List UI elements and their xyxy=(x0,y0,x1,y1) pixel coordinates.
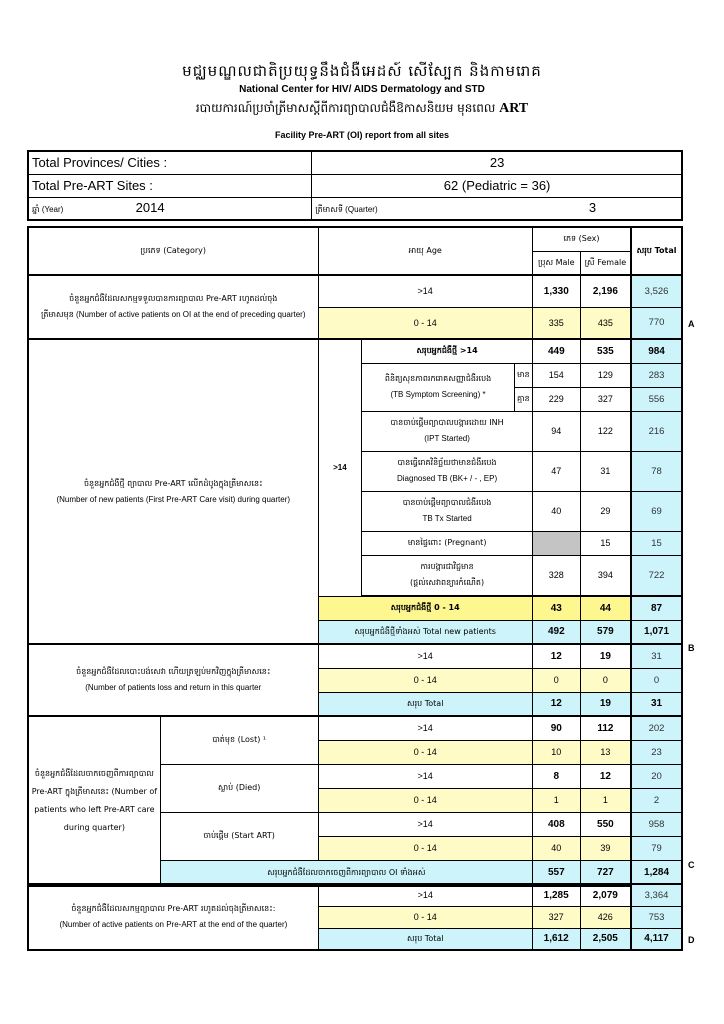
diagnosed-tb-label: បានធ្វើរោគវិនិច្ឆ័យថាមានជំងឺរបេង Diagnosed TB (BK+ / - , EP) xyxy=(362,451,533,491)
provinces-label: Total Provinces/ Cities : xyxy=(28,151,312,174)
section-a-label: ចំនួនអ្នកជំងឺដែលសកម្មទទួលបានការព្យាបាល Pre-ART រហូតដល់ចុង ត្រីមាសមុន (Number of active patients on OI at the end of preceding quarter) xyxy=(28,275,318,339)
sex-header: ភេទ (Sex) xyxy=(532,227,631,251)
total-header: សរុប Total xyxy=(631,227,682,275)
age-group-adult: >14 xyxy=(318,339,362,596)
khmer-subtitle: របាយការណ៍ប្រចាំត្រីមាសស្ដីពីការព្យាបាលជំងឺឱកាសនិយម មុនពេល ART xyxy=(195,101,529,116)
english-title: National Center for HIV/ AIDS Dermatology and STD xyxy=(239,84,485,95)
died-label: ស្លាប់ (Died) xyxy=(160,764,318,812)
quarter-cell xyxy=(312,197,682,220)
loss-return-label: ចំនួនអ្នកជំងឺដែលបោះបង់សេវា ហើយត្រឡប់មកវិញក្នុងត្រីមាសនេះ (Number of patients loss and return in this quarter xyxy=(28,644,318,716)
sites-value: 62 (Pediatric = 36) xyxy=(312,174,682,197)
khmer-title: មជ្ឈមណ្ឌលជាតិប្រយុទ្ធនឹងជំងឺអេដស៍ សើស្បែក និងកាមរោគ xyxy=(182,62,542,80)
section-c-label: ចំនួនអ្នកជំងឺដែលចាកចេញពីការព្យាបាល Pre-ART ក្នុងត្រីមាសនេះ (Number of patients who left Pre-ART care during quarter) xyxy=(28,716,160,886)
lost-label: បាត់មុខ (Lost) ¹ xyxy=(160,716,318,764)
provinces-value: 23 xyxy=(312,151,682,174)
section-b-label: ចំនួនអ្នកជំងឺថ្មី ព្យាបាល Pre-ART លើកដំបូងក្នុងត្រីមាសនេះ (Number of new patients (First Pre-ART Care visit) during quarter) xyxy=(28,339,318,644)
section-d-table: ចំនួនអ្នកជំងឺដែលសកម្មព្យាបាល Pre-ART រហូតដល់ចុងត្រីមាសនេះ: (Number of active patients on Pre-ART at the end of the quarter) >14 1,285 2,079 3,364 0 - 14 327 426 753 សរុប Total 1,612 2,505 4,117 xyxy=(27,883,683,951)
section-d-label: ចំនួនអ្នកជំងឺដែលសកម្មព្យាបាល Pre-ART រហូតដល់ចុងត្រីមាសនេះ: (Number of active patients on Pre-ART at the end of the quarter) xyxy=(28,884,318,950)
ipt-label: បានចាប់ផ្ដើមព្យាបាលបង្ការដោយ INH (IPT Started) xyxy=(362,411,533,451)
summary-table xyxy=(27,150,683,221)
category-header: ប្រភេទ (Category) xyxy=(28,227,318,275)
tb-tx-label: បានចាប់ផ្ដើមព្យាបាលជំងឺរបេង TB Tx Started xyxy=(362,491,533,531)
marker-b: B xyxy=(688,643,695,653)
marker-a: A xyxy=(688,319,695,329)
male-header: ប្រុស Male xyxy=(532,251,580,275)
marker-d: D xyxy=(688,935,695,945)
report-title: Facility Pre-ART (OI) report from all sites xyxy=(274,130,450,140)
family-planning-label: ការបង្ការជាវិជ្ជមាន (ផ្ដល់សេវាពន្យារកំណើត) xyxy=(362,555,533,595)
quarter-label: ត្រីមាសទី (Quarter) xyxy=(315,205,378,215)
pregnant-label: មានផ្ទៃពោះ (Pregnant) xyxy=(362,531,533,555)
marker-c: C xyxy=(688,860,695,870)
report-table: ប្រភេទ (Category) អាយុ Age ភេទ (Sex) សរុប Total ប្រុស Male ស្រី Female ចំនួនអ្នកជំងឺដែលសកម្មទទួលបានការព្យាបាល Pre-ART រហូតដល់ចុង ត្រីមាសមុន (Number of active patients on OI at the end of preceding quarter) >14 1,330 2,196 3,526 0 - 14 335 435 770 ចំនួនអ្នកជំងឺថ្មី ព្យាបាល Pre-ART លើកដំបូងក្នុងត្រីមាសនេះ (Number of new patients (First Pre-ART Care visit) during quarter) >14 សរុបអ្នកជំងឺថ្មី >14 449 535 984 ពិនិត្យសុខភាពរករោគសញ្ញាជំងឺរបេង (TB Symptom Screening) * មាន 154 129 283 គ្មាន 229 327 556 បានចាប់ផ្ដើមព្យាបាលបង្ការដោយ INH (IPT Started) 94 122 216 បានធ្វើរោគវិនិច្ឆ័យថាមានជំងឺរបេង Diagnosed TB (BK+ / - , EP) 47 31 78 បានចាប់ផ្ដើមព្យាបាលជំងឺរបេង TB Tx Started 40 29 69 មានផ្ទៃពោះ (Pregnant) 15 15 ការបង្ការជាវិជ្ជមាន (ផ្ដល់សេវាពន្យារកំណើត) 328 394 722 សរុបអ្នកជំងឺថ្មី 0 - 14 43 44 87 សរុបអ្នកជំងឺថ្មីទាំងអស់ Total new patients 492 579 1,071 ចំនួនអ្នកជំងឺដែលបោះបង់សេវា ហើយត្រឡប់មកវិញក្នុងត្រីមាសនេះ (Number of patients loss and return in this quarter >14 12 19 31 0 - 14 0 0 0 សរុប Total 12 19 31 ចំនួនអ្នកជំងឺដែលចាកចេញពីការព្យាបាល Pre-ART ក្នុងត្រីមាសនេះ (Number of patients who left Pre-ART care during quarter) បាត់មុខ (Lost) ¹ >14 90 112 202 0 - 14 10 13 23 ស្លាប់ (Died) >14 8 12 20 0 - 14 1 1 2 ចាប់ផ្ដើម (Start ART) >14 408 550 958 0 - 14 40 39 79 សរុបអ្នកជំងឺដែលចាកចេញពីការព្យាបាល OI ទាំងអស់ 557 727 1,284 xyxy=(27,226,683,887)
year-label: ឆ្នាំ (Year) xyxy=(32,205,64,215)
quarter-value: 3 xyxy=(588,200,597,216)
tb-screening-label: ពិនិត្យសុខភាពរករោគសញ្ញាជំងឺរបេង (TB Symptom Screening) * xyxy=(362,363,515,411)
year-cell xyxy=(28,197,312,220)
start-art-label: ចាប់ផ្ដើម (Start ART) xyxy=(160,812,318,860)
age-header: អាយុ Age xyxy=(318,227,532,275)
female-header: ស្រី Female xyxy=(580,251,631,275)
sites-label: Total Pre-ART Sites : xyxy=(28,174,312,197)
year-value: 2014 xyxy=(135,200,165,216)
